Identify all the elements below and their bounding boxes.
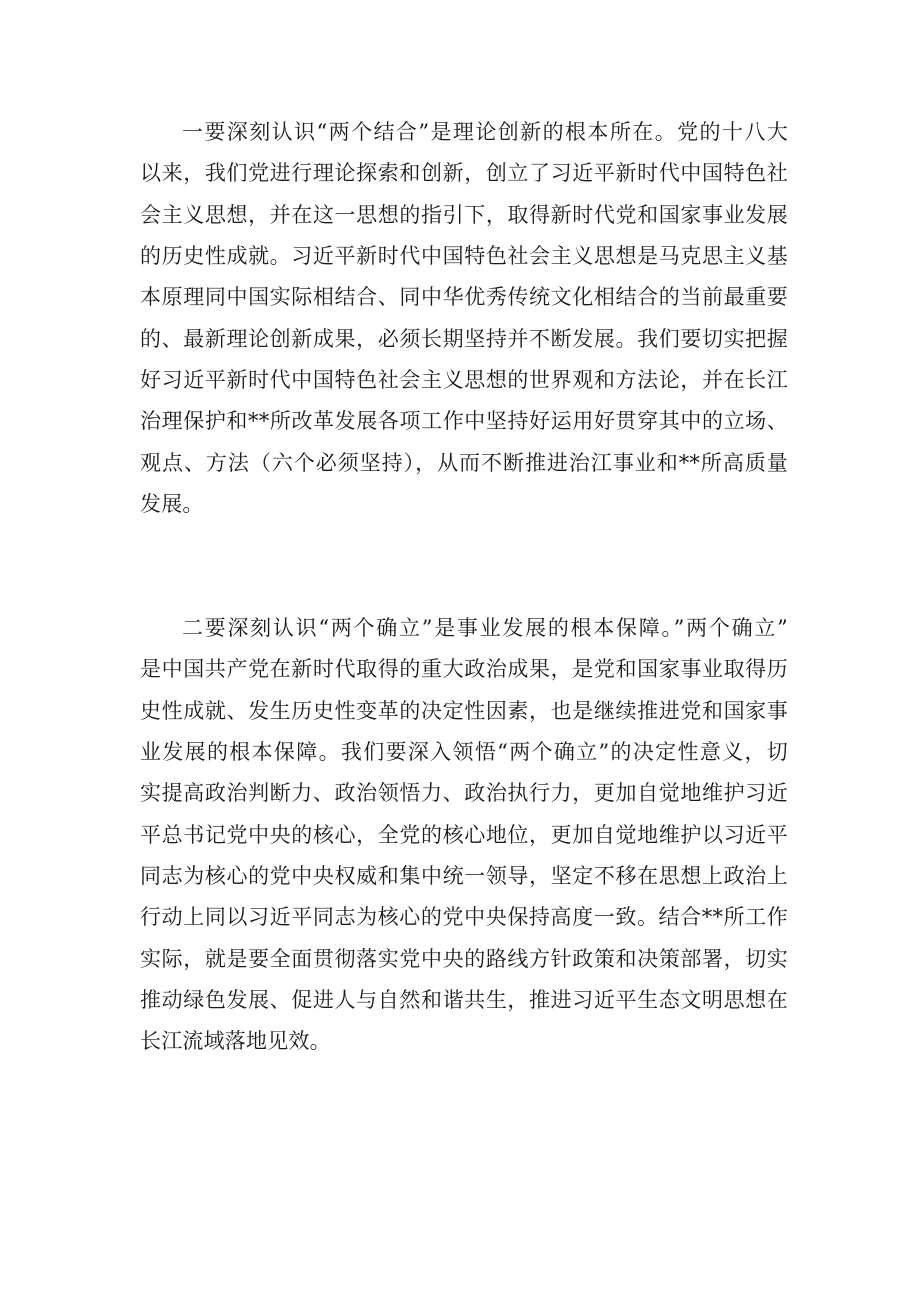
paragraph-line: 会主义思想，并在这一思想的指引下，取得新时代党和国家事业发展 [140,202,788,227]
paragraph-line: 是中国共产党在新时代取得的重大政治成果，是党和国家事业取得历 [140,657,788,682]
paragraph-line: 好习近平新时代中国特色社会主义思想的世界观和方法论，并在长江 [140,367,788,392]
paragraph-line: 长江流域落地见效。 [140,1029,331,1054]
paragraph-line: 同志为核心的党中央权威和集中统一领导，坚定不移在思想上政治上 [140,863,788,888]
paragraph-line: 二要深刻认识“两个确立”是事业发展的根本保障。”两个确立” [182,616,788,640]
paragraph-line: 推动绿色发展、促进人与自然和谐共生，推进习近平生态文明思想在 [140,987,788,1012]
paragraph-line: 发展。 [140,491,204,516]
paragraph-line: 史性成就、发生历史性变革的决定性因素，也是继续推进党和国家事 [140,698,788,723]
paragraph-line: 行动上同以习近平同志为核心的党中央保持高度一致。结合**所工作 [140,905,788,930]
paragraph-line: 本原理同中国实际相结合、同中华优秀传统文化相结合的当前最重要 [140,285,788,310]
paragraph-line: 的历史性成就。习近平新时代中国特色社会主义思想是马克思主义基 [140,243,788,268]
paragraph-line: 一要深刻认识“两个结合”是理论创新的根本所在。党的十八大 [182,120,788,144]
paragraph-line: 实际，就是要全面贯彻落实党中央的路线方针政策和决策部署，切实 [140,946,788,971]
paragraph-two-combinations [140,112,788,525]
paragraph-line: 业发展的根本保障。我们要深入领悟“两个确立”的决定性意义，切 [140,739,788,764]
paragraph-line: 实提高政治判断力、政治领悟力、政治执行力，更加自觉地维护习近 [140,781,788,806]
paragraph-line: 观点、方法（六个必须坚持），从而不断推进治江事业和**所高质量 [140,450,788,475]
paragraph-two-establishments [140,608,788,1063]
paragraph-line: 的、最新理论创新成果，必须长期坚持并不断发展。我们要切实把握 [140,326,788,351]
paragraph-line: 平总书记党中央的核心，全党的核心地位，更加自觉地维护以习近平 [140,822,788,847]
paragraph-line: 治理保护和**所改革发展各项工作中坚持好运用好贯穿其中的立场、 [140,409,788,434]
paragraph-line: 以来，我们党进行理论探索和创新，创立了习近平新时代中国特色社 [140,161,788,186]
